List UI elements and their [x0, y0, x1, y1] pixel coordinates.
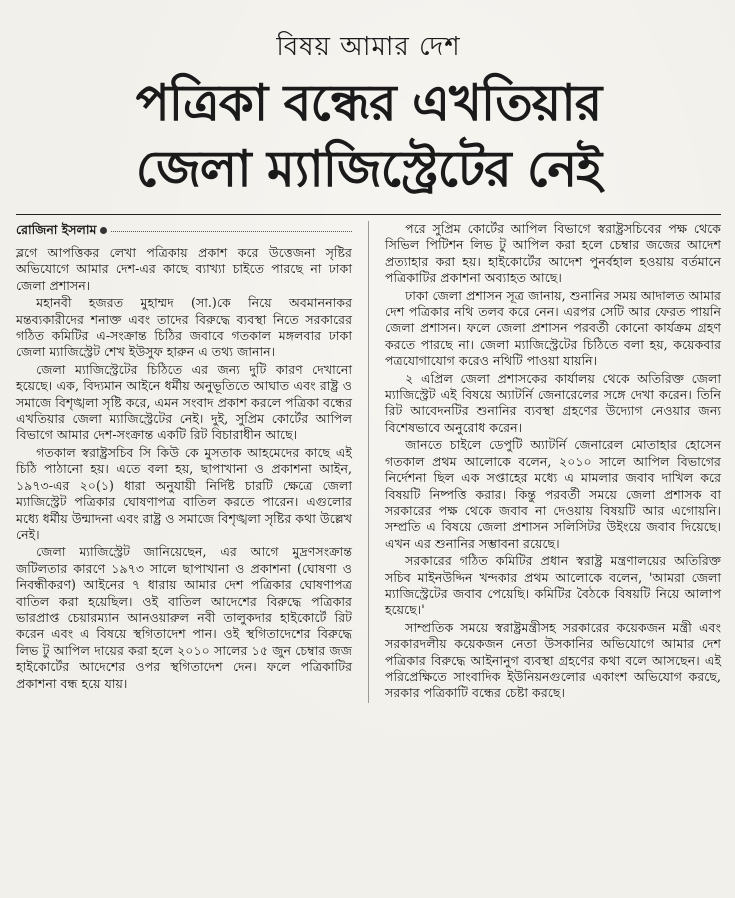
- paragraph: জানতে চাইলে ডেপুটি অ্যাটর্নি জেনারেল মোতাহার হোসেন গতকাল প্রথম আলোকে বলেন, ২০১০ সালে আপিল বিভাগের নির্দেশনা ছিল এক সপ্তাহের মধ্যে এ মামলার জবাব দাখিল করে বিষয়টি নিষ্পত্তি করার। কিন্তু পরবর্তী সময়ে জেলা প্রশাসক বা সরকারের পক্ষ থেকে জবাব না দেওয়ায় বিষয়টি আর এগোয়নি। সম্প্রতি এ বিষয়ে জেলা প্রশাসন সলিসিটর উইংয়ে জবাব দিয়েছে। এখন এর শুনানির সম্ভাবনা রয়েছে।: [385, 437, 721, 551]
- paragraph: জেলা ম্যাজিস্ট্রেটের চিঠিতে এর জন্য দুটি কারণ দেখানো হয়েছে। এক, বিদ্যমান আইনে ধর্মীয় অনুভূতিতে আঘাত এবং রাষ্ট্র ও সমাজে বিশৃঙ্খলা সৃষ্টি করে, এমন সংবাদ প্রকাশ করলে পত্রিকা বন্ধের এখতিয়ার জেলা ম্যাজিস্ট্রেটের নেই। দুই, সুপ্রিম কোর্টের আপিল বিভাগে আমার দেশ-সংক্রান্ত একটি রিট বিচারাধীন আছে।: [16, 361, 352, 443]
- column-divider: [368, 221, 369, 703]
- right-column: [385, 221, 721, 703]
- paragraph: মহানবী হজরত মুহাম্মদ (সা.)কে নিয়ে অবমাননাকর মন্তব্যকারীদের শনাক্ত এবং তাদের বিরুদ্ধে ব্যবস্থা নিতে সরকারের গঠিত কমিটির এ-সংক্রান্ত চিঠির জবাবে গতকাল মঙ্গলবার ঢাকা জেলা ম্যাজিস্ট্রেট শেখ ইউসুফ হারুন এ তথ্য জানান।: [16, 295, 352, 360]
- paragraph: গতকাল স্বরাষ্ট্রসচিব সি কিউ কে মুসতাক আহমেদের কাছে এই চিঠি পাঠানো হয়। এতে বলা হয়, ছাপাখানা ও প্রকাশনা আইন, ১৯৭৩-এর ২০(১) ধারা অনুযায়ী নির্দিষ্ট চারটি ক্ষেত্রে জেলা ম্যাজিস্ট্রেট পত্রিকার ঘোষণাপত্র বাতিল করতে পারেন। এগুলোর মধ্যে ধর্মীয় উন্মাদনা এবং রাষ্ট্র ও সমাজে বিশৃঙ্খলা সৃষ্টির কথা উল্লেখ নেই।: [16, 444, 352, 542]
- article-kicker: বিষয় আমার দেশ: [276, 32, 461, 62]
- paragraph: ২ এপ্রিল জেলা প্রশাসকের কার্যালয় থেকে অতিরিক্ত জেলা ম্যাজিস্ট্রেট এই বিষয়ে অ্যাটর্নি জেনারেলের সঙ্গে দেখা করেন। তিনি রিট আবেদনটির শুনানির ব্যবস্থা গ্রহণের উদ্যোগ নেওয়ার জন্য বিশেষভাবে অনুরোধ করেন।: [385, 370, 721, 435]
- byline: [16, 221, 352, 239]
- paragraph: পরে সুপ্রিম কোর্টের আপিল বিভাগে স্বরাষ্ট্রসচিবের পক্ষ থেকে সিভিল পিটিশন লিভ টু আপিল করা হলে চেম্বার জজের আদেশ প্রত্যাহার করা হয়। হাইকোর্টের আদেশ পুনর্বহাল হওয়ায় বর্তমানে পত্রিকাটির প্রকাশনা অব্যাহত আছে।: [385, 221, 721, 286]
- byline-bullet-icon: [100, 227, 107, 234]
- paragraph: ব্লগে আপত্তিকর লেখা পত্রিকায় প্রকাশ করে উত্তেজনা সৃষ্টির অভিযোগে আমার দেশ-এর কাছে ব্যাখ্যা চাইতে পারছে না ঢাকা জেলা প্রশাসন।: [16, 245, 352, 293]
- headline-line-1: পত্রিকা বন্ধের এখতিয়ার: [135, 74, 602, 132]
- byline-author: রোজিনা ইসলাম: [16, 222, 97, 237]
- byline-dotted-rule: [111, 231, 352, 232]
- article-body: [16, 221, 721, 703]
- paragraph: সাম্প্রতিক সময়ে স্বরাষ্ট্রমন্ত্রীসহ সরকারের কয়েকজন মন্ত্রী এবং সরকারদলীয় কয়েকজন নেতা উসকানির অভিযোগে আমার দেশ পত্রিকার বিরুদ্ধে আইনানুগ ব্যবস্থা গ্রহণের কথা বলে আসছেন। এই পরিপ্রেক্ষিতে সাংবাদিক ইউনিয়নগুলোর একাংশ অভিযোগ করছে, সরকার পত্রিকাটি বন্ধের চেষ্টা করছে।: [385, 619, 721, 701]
- paragraph: জেলা ম্যাজিস্ট্রেট জানিয়েছেন, এর আগে মুদ্রণসংক্রান্ত জটিলতার কারণে ১৯৭৩ সালে ছাপাখানা ও প্রকাশনা (ঘোষণা ও নিবন্ধীকরণ) আইনের ৭ ধারায় আমার দেশ পত্রিকার ঘোষণাপত্র বাতিল করা হয়েছিল। ওই বাতিল আদেশের বিরুদ্ধে পত্রিকার ভারপ্রাপ্ত চেয়ারম্যান আনওয়ারুল নবী তালুকদার হাইকোর্টে রিট করেন এবং এ বিষয়ে স্থগিতাদেশ পান। ওই স্থগিতাদেশের বিরুদ্ধে লিভ টু আপিল দায়ের করা হলে ২০১০ সালের ১৫ জুন চেম্বার জজ হাইকোর্টের আদেশের ওপর স্থগিতাদেশ দেন। ফলে পত্রিকাটির প্রকাশনা বন্ধ হয়ে যায়।: [16, 544, 352, 691]
- paragraph: ঢাকা জেলা প্রশাসন সূত্র জানায়, শুনানির সময় আদালত আমার দেশ পত্রিকার নথি তলব করে নেন। এরপর সেটি আর ফেরত পায়নি জেলা প্রশাসন। ফলে জেলা প্রশাসন পরবর্তী কোনো কার্যক্রম গ্রহণ করতে পারছে না। জেলা ম্যাজিস্ট্রেটের চিঠিতে বলা হয়, কয়েকবার পত্রযোগাযোগ করেও নথিটি পাওয়া যায়নি।: [385, 287, 721, 369]
- paragraph: সরকারের গঠিত কমিটির প্রধান স্বরাষ্ট্র মন্ত্রণালয়ের অতিরিক্ত সচিব মাইনউদ্দিন খন্দকার প্রথম আলোকে বলেন, 'আমরা জেলা ম্যাজিস্ট্রেটের জবাব পেয়েছি। কমিটির বৈঠকে বিষয়টি নিয়ে আলাপ হয়েছে।': [385, 553, 721, 618]
- headline-rule: [16, 214, 721, 215]
- left-column: [16, 221, 352, 703]
- headline-line-2: জেলা ম্যাজিস্ট্রেটের নেই: [135, 140, 602, 198]
